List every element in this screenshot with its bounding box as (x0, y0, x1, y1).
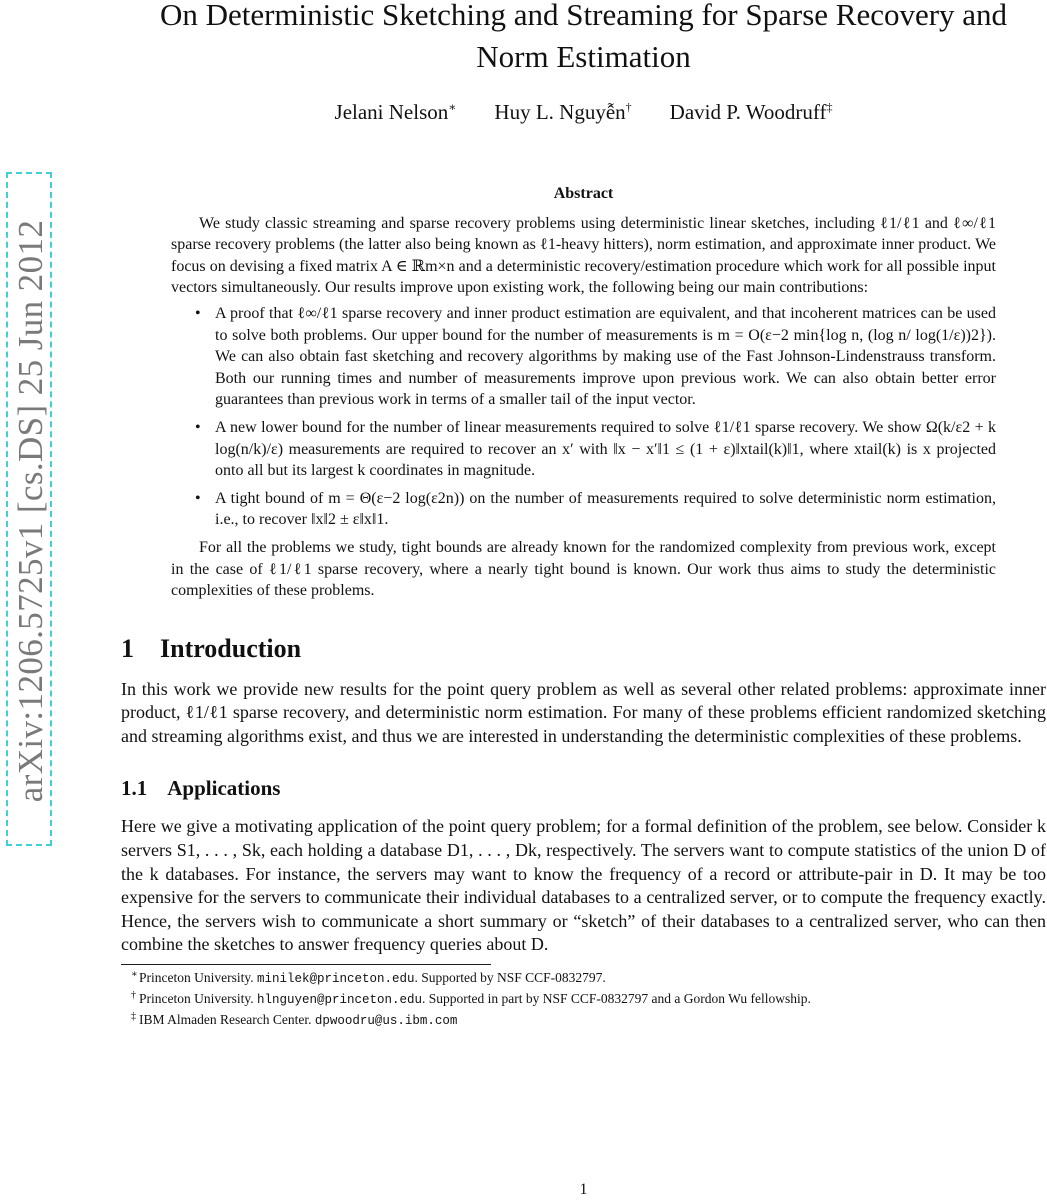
footnote: † Princeton University. hlnguyen@princeton.edu. Supported in part by NSF CCF-0832797 and a Gordon Wu fellowship. (131, 990, 811, 1008)
abstract-heading: Abstract (553, 185, 614, 202)
page-number: 1 (579, 1181, 588, 1198)
email-link[interactable]: hlnguyen@princeton.edu (256, 993, 423, 1008)
subsection-title: Applications (167, 776, 281, 801)
author-list (121, 100, 1046, 125)
subsection-number: 1.1 (121, 776, 148, 801)
section-title: Introduction (160, 633, 302, 663)
abstract-closing: For all the problems we study, tight bounds are already known for the randomized complexity from previous work, except in the case of ℓ1/ℓ1 sparse recovery, where a nearly tight bound is known. Our work thus aims to study the deterministic complexities of these problems. (171, 538, 996, 600)
arxiv-stamp (6, 172, 52, 846)
footnotes (121, 968, 1046, 1031)
section-heading-introduction (121, 634, 1046, 664)
bullet-icon: • (195, 304, 201, 322)
list-item: • A tight bound of m = Θ(ε−2 log(ε2n)) on the number of measurements required to solve deterministic norm estimation, i.e., to recover ‖x‖2 ± ε‖x‖1. (195, 489, 996, 529)
paper-page (121, 0, 1046, 1198)
list-item: • A proof that ℓ∞/ℓ1 sparse recovery and inner product estimation are equivalent, and that incoherent matrices can be used to solve both problems. Our upper bound for the number of measurements is m = O(ε−2 min{log n, (log n/ log(1/ε))2}). We can also obtain fast sketching and recovery algorithms by making use of the Fast Johnson-Lindenstrauss transform. Both our running times and number of measurements improve upon previous work. We can also obtain better error guarantees than previous work in terms of a smaller tail of the input vector. (195, 304, 996, 409)
list-item: • A new lower bound for the number of linear measurements required to solve ℓ1/ℓ1 sparse recovery. We show Ω(k/ε2 + k log(n/k)/ε) measurements are required to recover an x′ with ‖x − x′‖1 ≤ (1 + ε)‖xtail(k)‖1, where xtail(k) is x projected onto all but its largest k coordinates in magnitude. (195, 418, 996, 480)
footnote: ∗ Princeton University. minilek@princeton.edu. Supported by NSF CCF-0832797. (131, 969, 606, 987)
section-number: 1 (121, 633, 134, 663)
abstract (171, 183, 996, 602)
bullet-icon: • (195, 418, 201, 436)
paper-title: On Deterministic Sketching and Streaming for Sparse Recovery and Norm Estimation (159, 0, 1008, 74)
applications-paragraph: Here we give a motivating application of the point query problem; for a formal definition of the problem, see below. Consider k servers S1, . . . , Sk, each holding a database D1, . . . , Dk, respectively. The servers want to compute statistics of the union D of the k databases. For instance, the servers may want to know the frequency of a record or attribute-pair in D. It may be too expensive for the servers to communicate their individual databases to a centralized server, or to compute the frequency exactly. Hence, the servers wish to communicate a short summary or “sketch” of their databases to a centralized server, who can then combine the sketches to answer frequency queries about D. (121, 816, 1046, 955)
abstract-intro: We study classic streaming and sparse recovery problems using deterministic linear sketches, including ℓ1/ℓ1 and ℓ∞/ℓ1 sparse recovery problems (the latter also being known as ℓ1-heavy hitters), norm estimation, and approximate inner product. We focus on devising a fixed matrix A ∈ ℝm×n and a deterministic recovery/estimation procedure which work for all possible input vectors simultaneously. Our results improve upon existing work, the following being our main contributions: (171, 214, 996, 297)
author: Huy L. Nguyễn† (494, 100, 632, 124)
arxiv-stamp-text: arXiv:1206.5725v1 [cs.DS] 25 Jun 2012 (11, 219, 50, 803)
email-link[interactable]: dpwoodru@us.ibm.com (314, 1014, 458, 1029)
subsection-heading-applications (121, 776, 1046, 801)
contribution-list (171, 303, 996, 531)
introduction-paragraph: In this work we provide new results for the point query problem as well as several other related problems: approximate inner product, ℓ1/ℓ1 sparse recovery, and deterministic norm estimation. For many of these problems efficient randomized sketching and streaming algorithms exist, and thus we are interested in understanding the deterministic complexities of these problems. (121, 678, 1046, 746)
author: Jelani Nelson∗ (334, 100, 457, 124)
bullet-icon: • (195, 489, 201, 507)
author: David P. Woodruff‡ (669, 100, 833, 124)
footnote-divider (121, 964, 491, 965)
footnote: ‡ IBM Almaden Research Center. dpwoodru@us.ibm.com (131, 1011, 458, 1029)
email-link[interactable]: minilek@princeton.edu (256, 972, 415, 987)
